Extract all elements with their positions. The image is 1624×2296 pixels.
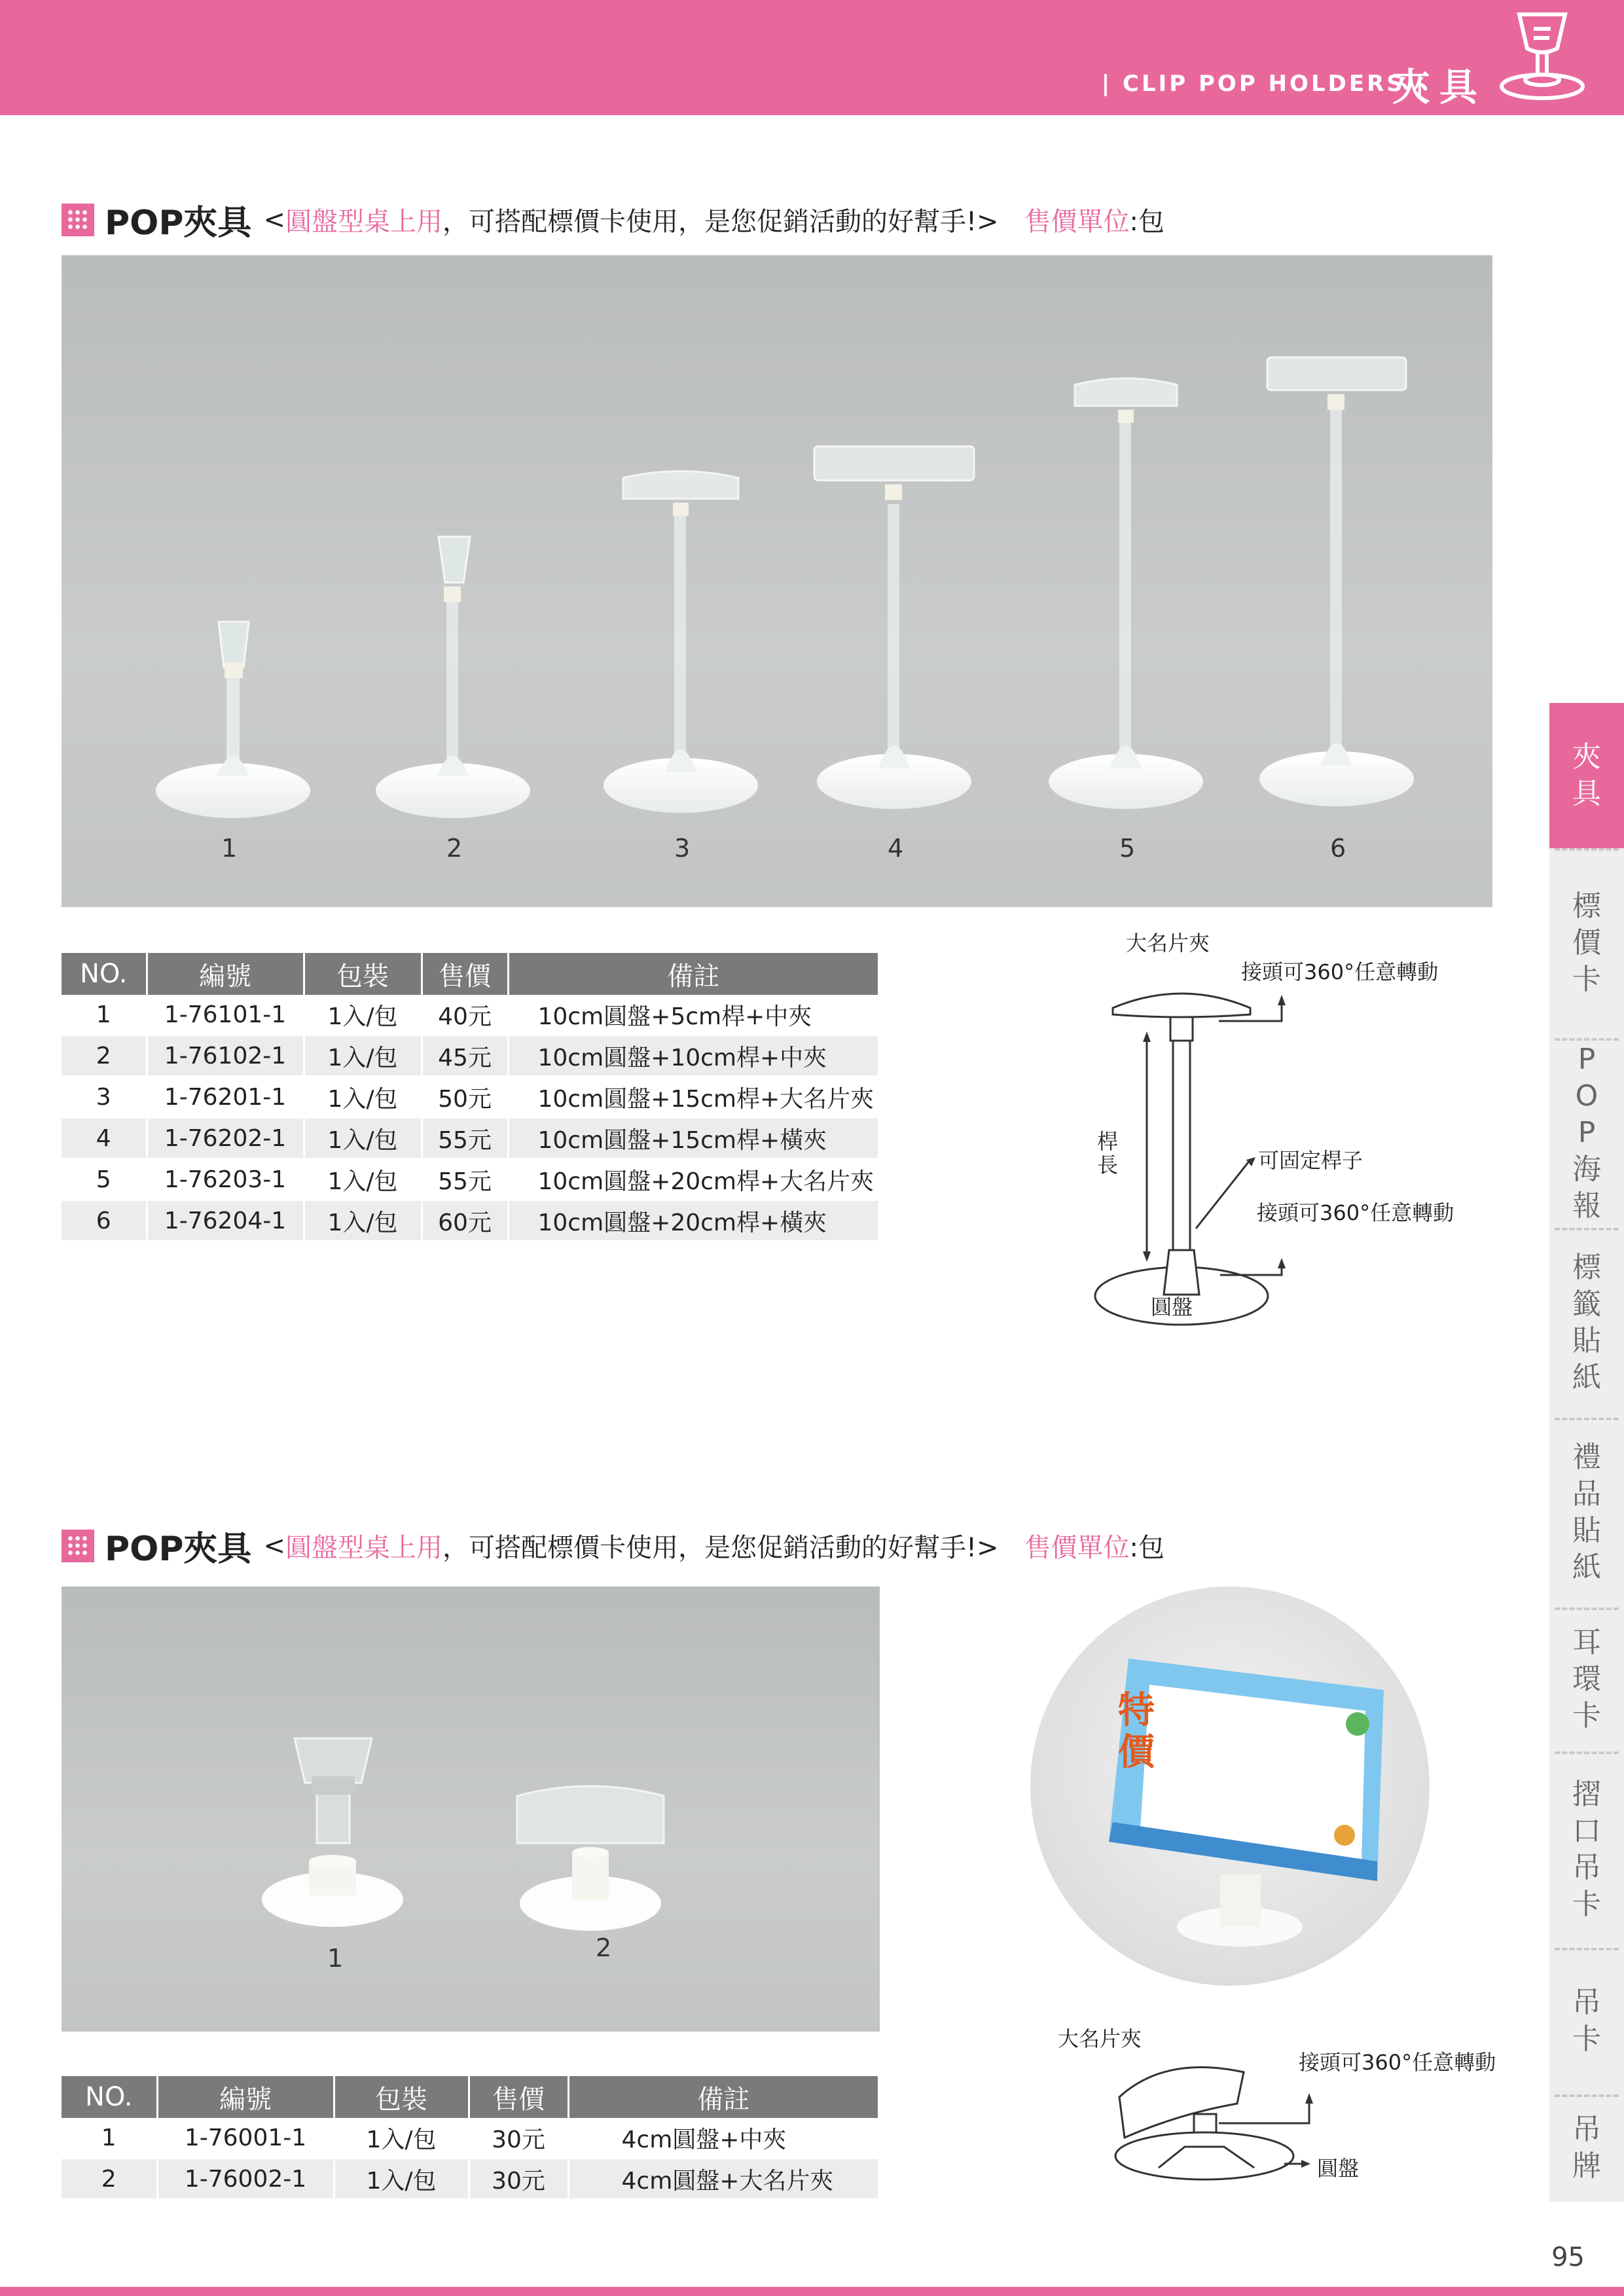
photo-label-4: 4 bbox=[888, 834, 904, 863]
section1-desc-highlight: 圓盤型桌上用 bbox=[285, 207, 442, 237]
tab-divider bbox=[1555, 1948, 1619, 1950]
section2-product-photo bbox=[62, 1587, 880, 2032]
diagram1-fix-rod-label: 可固定桿子 bbox=[1258, 1148, 1363, 1173]
photo2-label-2: 2 bbox=[596, 1933, 612, 1962]
side-tab-char: 摺 bbox=[1572, 1778, 1601, 1811]
tab-divider bbox=[1555, 1228, 1619, 1230]
sample-card-photo bbox=[1030, 1587, 1430, 1986]
table-row bbox=[62, 1077, 879, 1118]
side-tab-char: 籤 bbox=[1572, 1287, 1601, 1321]
col-header-note: 備註 bbox=[508, 953, 879, 995]
tab-divider bbox=[1555, 1751, 1619, 1754]
cell-price: 40元 bbox=[422, 995, 508, 1035]
side-tab-hang-tags[interactable] bbox=[1549, 2094, 1624, 2202]
holder-1-image bbox=[156, 622, 310, 818]
cell-code: 1-76101-1 bbox=[147, 995, 304, 1035]
tab-divider bbox=[1555, 2094, 1619, 2097]
side-tab-earring-cards[interactable] bbox=[1549, 1607, 1624, 1751]
cell-note: 4cm圓盤+中夾 bbox=[568, 2118, 879, 2159]
col-header-code: 編號 bbox=[147, 953, 304, 995]
side-tab-char: 價 bbox=[1572, 926, 1601, 960]
table-row bbox=[62, 995, 879, 1035]
table-row bbox=[62, 1118, 879, 1159]
footer-bar bbox=[0, 2287, 1624, 2296]
holder-3-image bbox=[604, 471, 758, 813]
side-tab-char: 耳 bbox=[1572, 1626, 1601, 1659]
cell-no: 1 bbox=[62, 995, 147, 1035]
table-row bbox=[62, 1159, 879, 1200]
cell-pack: 1入/包 bbox=[304, 1200, 422, 1242]
cell-code: 1-76102-1 bbox=[147, 1035, 304, 1077]
photo2-label-1: 1 bbox=[327, 1944, 344, 1973]
side-tab-hang-cards[interactable] bbox=[1549, 1948, 1624, 2094]
cell-note: 4cm圓盤+大名片夾 bbox=[568, 2159, 879, 2200]
cell-code: 1-76001-1 bbox=[157, 2118, 334, 2159]
section2-heading bbox=[62, 1521, 1164, 1570]
side-tab-char: 卡 bbox=[1572, 1699, 1601, 1732]
cell-price: 30元 bbox=[469, 2159, 568, 2200]
photo-label-3: 3 bbox=[674, 834, 691, 863]
cell-price: 60元 bbox=[422, 1200, 508, 1242]
table-row bbox=[62, 2118, 879, 2159]
diagram1-top-clip-label: 大名片夾 bbox=[1126, 931, 1210, 956]
side-tab-char: 標 bbox=[1572, 1251, 1601, 1284]
side-tab-char: 報 bbox=[1572, 1189, 1601, 1223]
cell-no: 5 bbox=[62, 1159, 147, 1200]
section2-unit-value: :包 bbox=[1129, 1533, 1164, 1563]
mini-holder-2-image bbox=[517, 1786, 664, 1931]
cell-price: 45元 bbox=[422, 1035, 508, 1077]
cell-note: 10cm圓盤+15cm桿+橫夾 bbox=[508, 1118, 879, 1159]
side-tab-char: 吊 bbox=[1572, 1851, 1601, 1884]
side-tab-char: 卡 bbox=[1572, 963, 1601, 996]
tab-divider bbox=[1555, 848, 1619, 851]
section1-diagram bbox=[1047, 916, 1492, 1335]
holder-5-image bbox=[1049, 378, 1203, 809]
section1-desc: ，可搭配標價卡使用，是您促銷活動的好幫手!> bbox=[442, 207, 999, 237]
section1-unit-value: :包 bbox=[1129, 207, 1164, 237]
cell-note: 10cm圓盤+10cm桿+中夾 bbox=[508, 1035, 879, 1077]
tab-divider bbox=[1555, 1038, 1619, 1041]
cell-no: 2 bbox=[62, 1035, 147, 1077]
side-tab-char: 品 bbox=[1572, 1477, 1601, 1511]
cell-price: 50元 bbox=[422, 1077, 508, 1118]
side-tab-label-stickers[interactable] bbox=[1549, 1228, 1624, 1418]
side-tab-char: 紙 bbox=[1572, 1361, 1601, 1394]
cell-code: 1-76204-1 bbox=[147, 1200, 304, 1242]
cell-note: 10cm圓盤+5cm桿+中夾 bbox=[508, 995, 879, 1035]
section1-title: POP夾具 bbox=[105, 204, 252, 243]
bullet-square-icon bbox=[62, 1530, 94, 1562]
cell-code: 1-76203-1 bbox=[147, 1159, 304, 1200]
diagram1-rotate-bottom-label: 接頭可360°任意轉動 bbox=[1257, 1200, 1454, 1225]
side-tab-char: 海 bbox=[1572, 1153, 1601, 1186]
cell-price: 55元 bbox=[422, 1118, 508, 1159]
side-tab-char: 口 bbox=[1572, 1814, 1601, 1848]
col-header-pack: 包裝 bbox=[304, 953, 422, 995]
side-tab-char: P bbox=[1578, 1116, 1596, 1149]
cell-note: 10cm圓盤+20cm桿+大名片夾 bbox=[508, 1159, 879, 1200]
clip-holder-icon bbox=[1493, 9, 1591, 107]
cell-pack: 1入/包 bbox=[334, 2159, 469, 2200]
tab-divider bbox=[1555, 1607, 1619, 1610]
cell-no: 4 bbox=[62, 1118, 147, 1159]
cell-no: 3 bbox=[62, 1077, 147, 1118]
holder-4-image bbox=[814, 446, 974, 809]
cell-note: 10cm圓盤+15cm桿+大名片夾 bbox=[508, 1077, 879, 1118]
side-tab-char: 貼 bbox=[1572, 1324, 1601, 1357]
diagram1-rod-length-label: 桿長 bbox=[1097, 1129, 1119, 1177]
side-tab-char: 吊 bbox=[1572, 2113, 1601, 2146]
section2-unit-label: 售價單位 bbox=[1024, 1533, 1130, 1563]
diagram2-rotate-label: 接頭可360°任意轉動 bbox=[1299, 2050, 1496, 2075]
cell-price: 55元 bbox=[422, 1159, 508, 1200]
cell-price: 30元 bbox=[469, 2118, 568, 2159]
cell-no: 1 bbox=[62, 2118, 157, 2159]
side-tab-gift-stickers[interactable] bbox=[1549, 1418, 1624, 1607]
holder-6-image bbox=[1259, 357, 1414, 806]
col-header-pack: 包裝 bbox=[334, 2076, 469, 2118]
header-title-en: | CLIP POP HOLDERS | bbox=[1101, 71, 1426, 97]
photo-label-2: 2 bbox=[446, 834, 463, 863]
col-header-price: 售價 bbox=[469, 2076, 568, 2118]
side-tab-char: 卡 bbox=[1572, 1888, 1601, 1921]
header-title-zh: 夾具 bbox=[1392, 65, 1487, 109]
side-tab-char: 標 bbox=[1572, 889, 1601, 923]
table-row bbox=[62, 1200, 879, 1242]
side-tab-char: 卡 bbox=[1572, 2022, 1601, 2056]
diagram2-base-label: 圓盤 bbox=[1317, 2156, 1360, 2181]
side-tab-char: 紙 bbox=[1572, 1551, 1601, 1584]
table-row bbox=[62, 1035, 879, 1077]
side-tab-bar bbox=[1549, 703, 1624, 2202]
page-number: 95 bbox=[1551, 2242, 1585, 2272]
section2-spec-table bbox=[62, 2076, 880, 2200]
cell-note: 10cm圓盤+20cm桿+橫夾 bbox=[508, 1200, 879, 1242]
col-header-code: 編號 bbox=[157, 2076, 334, 2118]
photo-label-5: 5 bbox=[1119, 834, 1136, 863]
section2-diagram bbox=[1047, 2016, 1506, 2212]
holder-2-image bbox=[376, 537, 530, 818]
side-tab-clips[interactable] bbox=[1549, 703, 1624, 848]
cell-no: 6 bbox=[62, 1200, 147, 1242]
section1-product-photo bbox=[62, 255, 1492, 907]
mini-holder-1-image bbox=[262, 1738, 403, 1927]
table-row bbox=[62, 2159, 879, 2200]
section1-lt: < bbox=[263, 204, 285, 235]
header-bar bbox=[0, 0, 1624, 115]
cell-pack: 1入/包 bbox=[304, 995, 422, 1035]
side-tab-char: O bbox=[1575, 1079, 1598, 1113]
side-tab-char: 吊 bbox=[1572, 1986, 1601, 2019]
section2-title: POP夾具 bbox=[105, 1530, 252, 1569]
side-tab-char: 具 bbox=[1572, 777, 1601, 810]
side-tab-char: P bbox=[1578, 1043, 1596, 1076]
cell-pack: 1入/包 bbox=[304, 1077, 422, 1118]
photo-label-1: 1 bbox=[221, 834, 238, 863]
cell-code: 1-76202-1 bbox=[147, 1118, 304, 1159]
col-header-no: NO. bbox=[62, 953, 147, 995]
cell-code: 1-76002-1 bbox=[157, 2159, 334, 2200]
cell-pack: 1入/包 bbox=[334, 2118, 469, 2159]
section2-lt: < bbox=[263, 1530, 285, 1561]
cell-pack: 1入/包 bbox=[304, 1035, 422, 1077]
col-header-no: NO. bbox=[62, 2076, 157, 2118]
diagram1-base-label: 圓盤 bbox=[1151, 1295, 1193, 1319]
diagram1-rotate-top-label: 接頭可360°任意轉動 bbox=[1241, 960, 1439, 984]
cell-no: 2 bbox=[62, 2159, 157, 2200]
section1-heading bbox=[62, 195, 1164, 244]
side-tab-char: 牌 bbox=[1572, 2149, 1601, 2183]
col-header-note: 備註 bbox=[568, 2076, 879, 2118]
cell-code: 1-76201-1 bbox=[147, 1077, 304, 1118]
bullet-square-icon bbox=[62, 204, 94, 236]
side-tab-char: 環 bbox=[1572, 1662, 1601, 1696]
section2-desc: ，可搭配標價卡使用，是您促銷活動的好幫手!> bbox=[442, 1533, 999, 1563]
section1-spec-table bbox=[62, 953, 880, 1242]
cell-pack: 1入/包 bbox=[304, 1159, 422, 1200]
side-tab-char: 禮 bbox=[1572, 1441, 1601, 1474]
col-header-price: 售價 bbox=[422, 953, 508, 995]
side-tab-char: 夾 bbox=[1572, 740, 1601, 774]
side-tab-fold-hang-cards[interactable] bbox=[1549, 1751, 1624, 1948]
photo-label-6: 6 bbox=[1330, 834, 1346, 863]
side-tab-char: 貼 bbox=[1572, 1514, 1601, 1547]
side-tab-pop-posters[interactable] bbox=[1549, 1038, 1624, 1228]
section2-desc-highlight: 圓盤型桌上用 bbox=[285, 1533, 442, 1563]
tab-divider bbox=[1555, 1418, 1619, 1420]
diagram2-top-clip-label: 大名片夾 bbox=[1058, 2026, 1142, 2051]
sample-card-sale-text: 特價 bbox=[1118, 1689, 1155, 1774]
section1-unit-label: 售價單位 bbox=[1024, 207, 1130, 237]
side-tab-price-cards[interactable] bbox=[1549, 848, 1624, 1038]
cell-pack: 1入/包 bbox=[304, 1118, 422, 1159]
